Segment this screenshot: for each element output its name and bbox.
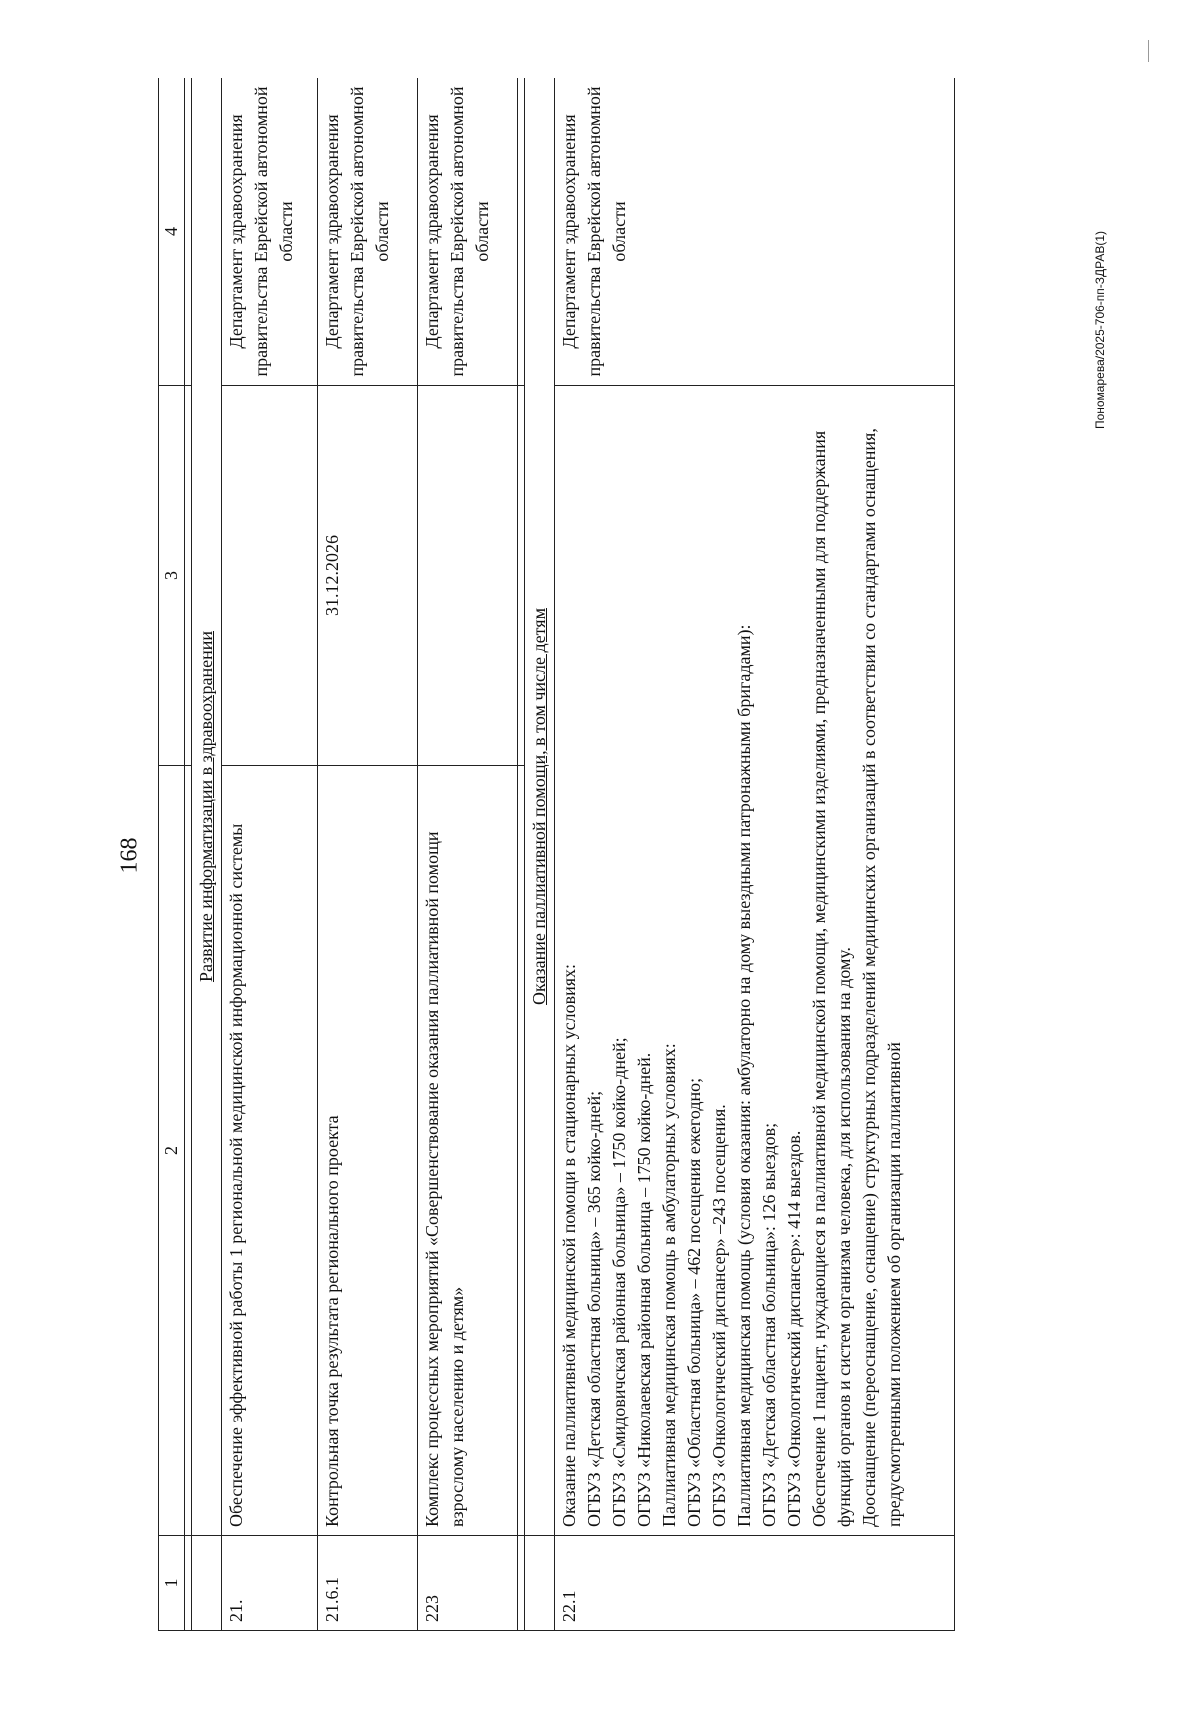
edge-mark	[1148, 40, 1149, 62]
row-date: 31.12.2026	[318, 386, 418, 766]
header-cell-1: 1	[159, 1536, 185, 1631]
footer-code	[1088, 90, 1112, 570]
table-header-row	[159, 78, 185, 1631]
table-row	[418, 78, 518, 1631]
section-row-informatization	[192, 78, 222, 1631]
row-line: Паллиативная медицинская помощь в амбулаторных условиях:	[659, 1043, 679, 1527]
document-table-area	[158, 78, 1047, 1631]
row-date	[222, 386, 318, 766]
row-line: ОГБУЗ «Онкологический диспансер»: 414 выездов.	[784, 1130, 804, 1527]
table-row	[222, 78, 318, 1631]
row-line: ОГБУЗ «Детская областная больница»: 126 выездов;	[759, 1122, 779, 1527]
table-spacer-row	[518, 78, 525, 1631]
section-row-palliative	[525, 78, 555, 1631]
row-text-multiline	[555, 386, 955, 1536]
row-line: ОГБУЗ «Онкологический диспансер» –243 посещения.	[709, 1104, 729, 1527]
row-number: 21.	[222, 1536, 318, 1631]
section-title: Развитие информатизации в здравоохранении	[196, 630, 216, 983]
row-line: Обеспечение 1 пациент, нуждающиеся в паллиативной медицинской помощи, медицинскими изделиями, предназначенными для поддержания функций органов и систем организма человека, для использования на дому.	[809, 430, 854, 1527]
row-number: 223	[418, 1536, 518, 1631]
table-row	[318, 78, 418, 1631]
row-line: ОГБУЗ «Смидовичская районная больница» – 1750 койко-дней;	[609, 1037, 629, 1527]
row-number: 21.6.1	[318, 1536, 418, 1631]
row-line: Дооснащение (переоснащение, оснащение) структурных подразделений медицинских организаций в соответствии со стандартами оснащения, предусмотренными положением об организации паллиативной	[859, 428, 904, 1527]
row-text: Обеспечение эффективной работы 1 региональной медицинской информационной системы	[222, 766, 318, 1536]
row-department: Департамент здравоохранения правительства Еврейской автономной области	[418, 78, 518, 386]
row-text: Контрольная точка результата регионального проекта	[318, 766, 418, 1536]
page-number-text: 168	[116, 837, 143, 873]
page-number	[110, 820, 150, 890]
row-line: ОГБУЗ «Областная больница» – 462 посещения ежегодно;	[684, 1077, 704, 1527]
table-spacer-row	[185, 78, 192, 1631]
header-cell-2: 2	[159, 766, 185, 1536]
row-department: Департамент здравоохранения правительства Еврейской автономной области	[318, 78, 418, 386]
row-department: Департамент здравоохранения правительства Еврейской автономной области	[555, 78, 955, 386]
table-row	[555, 78, 955, 1631]
plan-table	[158, 78, 955, 1631]
row-date	[418, 386, 518, 766]
row-department: Департамент здравоохранения правительства Еврейской автономной области	[222, 78, 318, 386]
row-line: ОГБУЗ «Николаевская районная больница – 1750 койко-дней.	[634, 1052, 654, 1527]
row-line: Оказание паллиативной медицинской помощи в стационарных условиях:	[559, 963, 579, 1527]
rotated-table-container	[158, 78, 1047, 1631]
footer-code-text: Пономарева/2025-706-пп-ЗДРАВ(1)	[1093, 230, 1108, 430]
row-text: Комплекс процессных мероприятий «Совершенствование оказания паллиативной помощи взрослому населению и детям»	[418, 766, 518, 1536]
section-title: Оказание паллиативной помощи, в том числе детям	[529, 608, 549, 1005]
header-cell-4: 4	[159, 78, 185, 386]
row-line: Паллиативная медицинская помощь (условия оказания: амбулаторно на дому выездными патронажными бригадами):	[734, 624, 754, 1527]
row-number: 22.1	[555, 1536, 955, 1631]
row-line: ОГБУЗ «Детская областная больница» – 365 койко-дней;	[584, 1090, 604, 1527]
header-cell-3: 3	[159, 386, 185, 766]
